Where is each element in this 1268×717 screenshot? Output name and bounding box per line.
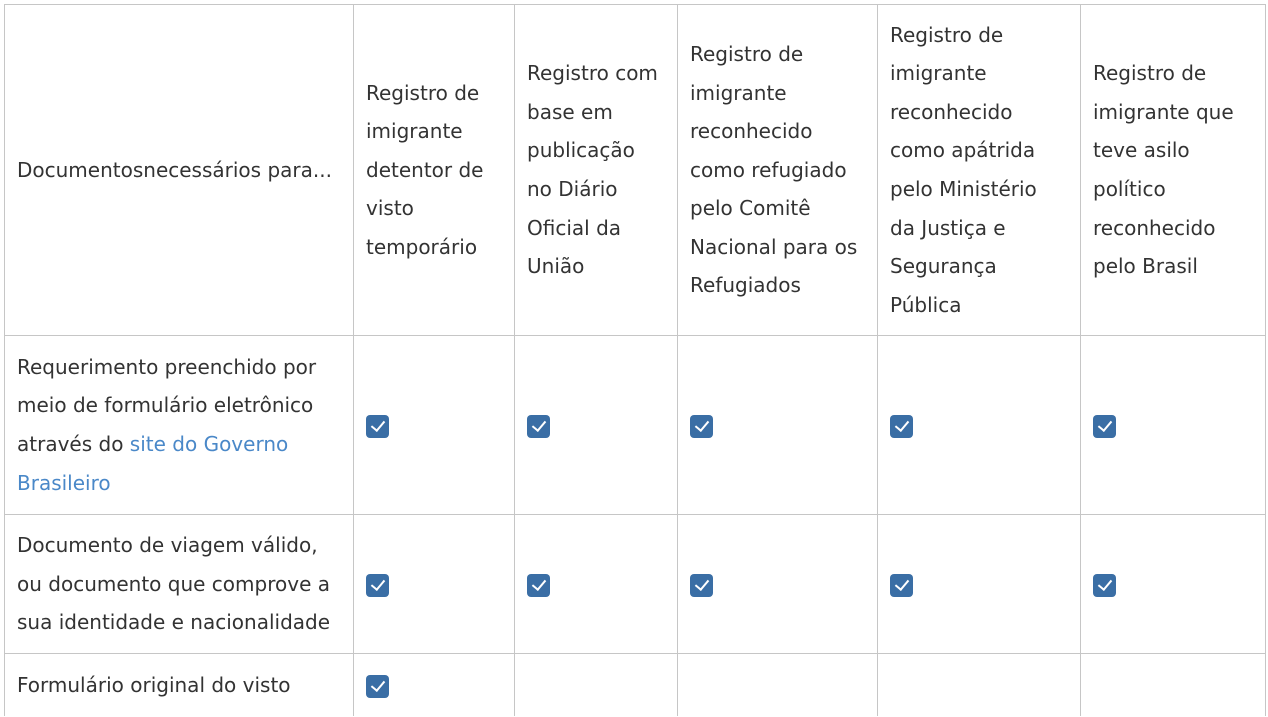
checked-checkbox-icon [690, 415, 713, 438]
header-cell-temporary-visa: Registro de imigrante detentor de visto temporário [354, 5, 515, 336]
row-label: Documento de viagem válido, ou documento que comprove a sua identidade e nacionalidade [5, 515, 354, 654]
check-cell [678, 515, 878, 654]
table-row [5, 515, 1266, 654]
empty-cell [678, 654, 878, 717]
checked-checkbox-icon [1093, 415, 1116, 438]
check-cell [1081, 515, 1266, 654]
header-cell-documents: Documentosnecessários para... [5, 5, 354, 336]
check-cell [515, 515, 678, 654]
documents-table [4, 4, 1266, 716]
governo-site-link[interactable]: site do Governo Brasileiro [17, 432, 289, 495]
header-cell-refugee: Registro de imigrante reconhecido como refugiado pelo Comitê Nacional para os Refugiados [678, 5, 878, 336]
header-cell-political-asylum: Registro de imigrante que teve asilo político reconhecido pelo Brasil [1081, 5, 1266, 336]
table-row [5, 336, 1266, 515]
header-cell-official-gazette: Registro com base em publicação no Diário Oficial da União [515, 5, 678, 336]
checked-checkbox-icon [527, 574, 550, 597]
checked-checkbox-icon [690, 574, 713, 597]
table-header-row [5, 5, 1266, 336]
check-cell [515, 336, 678, 515]
table-row [5, 654, 1266, 717]
check-cell [878, 515, 1081, 654]
empty-cell [515, 654, 678, 717]
row-label: Formulário original do visto [5, 654, 354, 717]
checked-checkbox-icon [366, 415, 389, 438]
checked-checkbox-icon [890, 574, 913, 597]
check-cell [878, 336, 1081, 515]
empty-cell [878, 654, 1081, 717]
checked-checkbox-icon [366, 574, 389, 597]
check-cell [354, 515, 515, 654]
checked-checkbox-icon [1093, 574, 1116, 597]
empty-cell [1081, 654, 1266, 717]
check-cell [354, 336, 515, 515]
row-label-text: Requerimento preenchido por meio de formulário eletrônico através do [17, 354, 317, 456]
checked-checkbox-icon [527, 415, 550, 438]
check-cell [1081, 336, 1266, 515]
check-cell [678, 336, 878, 515]
checked-checkbox-icon [366, 675, 389, 698]
row-label [5, 336, 354, 515]
check-cell [354, 654, 515, 717]
header-cell-stateless: Registro de imigrante reconhecido como apátrida pelo Ministério da Justiça e Segurança Pública [878, 5, 1081, 336]
checked-checkbox-icon [890, 415, 913, 438]
